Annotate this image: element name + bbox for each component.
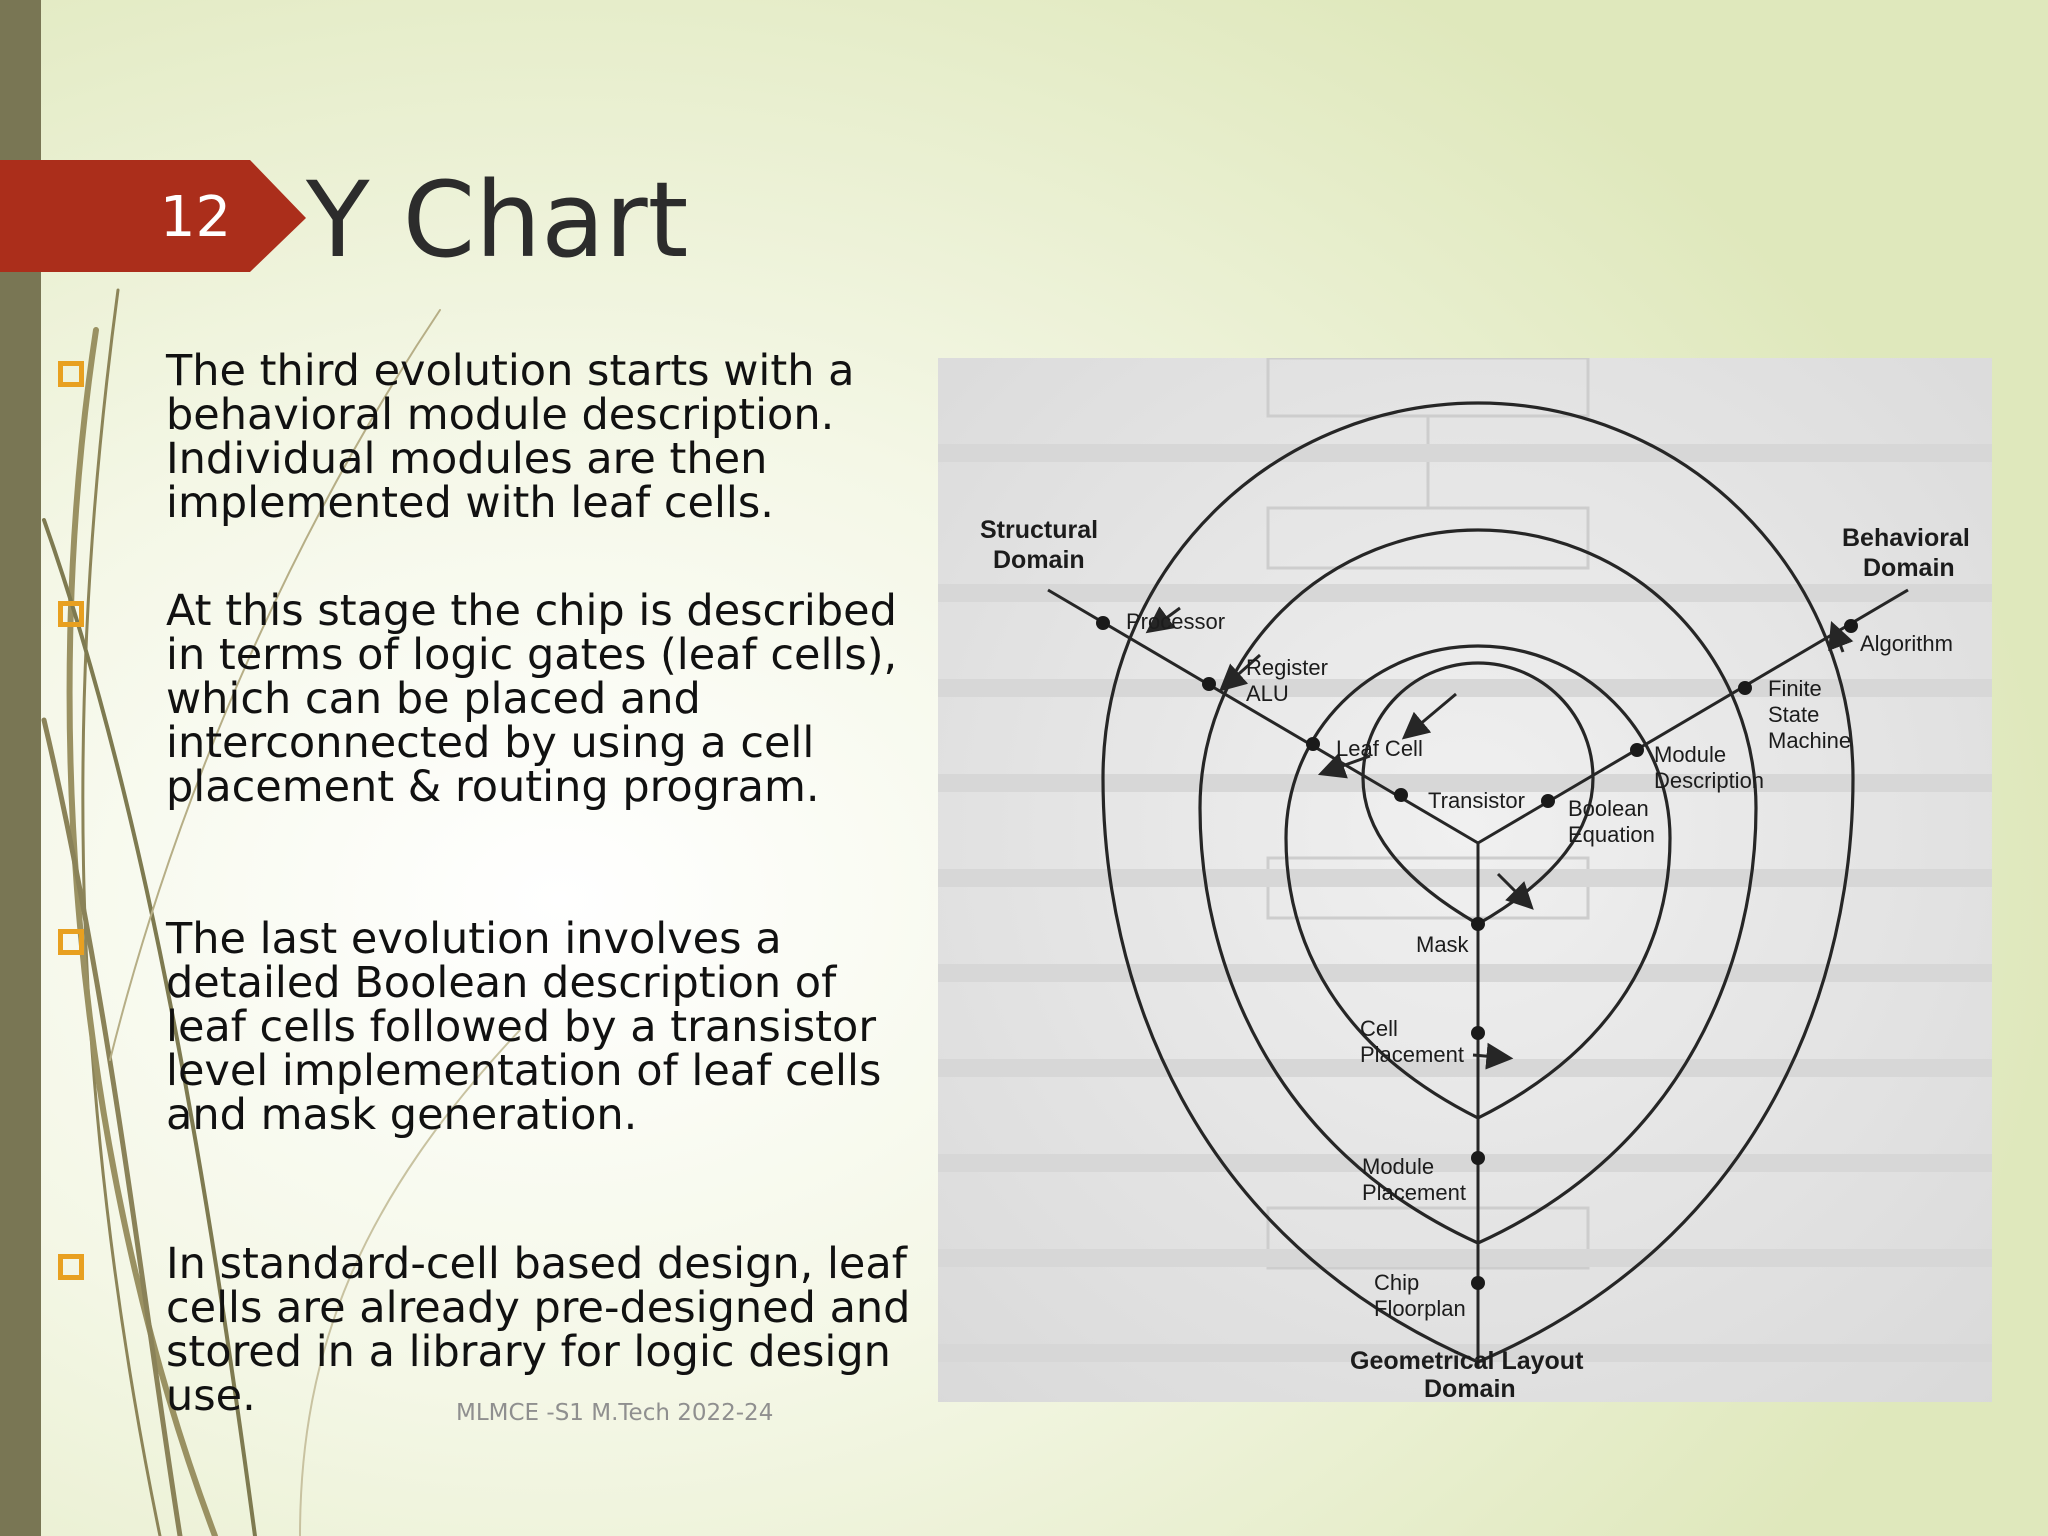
bullet-text-2: At this stage the chip is described in terms of logic gates (leaf cells), which can be placed and interconnected by using a cell placement & routing program. — [166, 586, 898, 812]
bullet-marker-1 — [58, 361, 84, 387]
node-label-boolean-equation: Boolean Equation — [1568, 796, 1655, 847]
y-chart-figure — [938, 358, 1992, 1402]
node-label-transistor: Transistor — [1428, 788, 1525, 813]
slide-number: 12 — [159, 185, 232, 250]
node-label-chip-floorplan: Chip Floorplan — [1374, 1270, 1466, 1321]
node-label-cell-placement: Cell Placement — [1360, 1016, 1464, 1067]
bullet-marker-3 — [58, 929, 84, 955]
node-label-fsm: Finite State Machine — [1768, 676, 1852, 753]
structural-domain-label: Structural Domain — [980, 516, 1099, 574]
node-label-processor: Processor — [1126, 609, 1226, 634]
node-label-mask: Mask — [1416, 932, 1469, 957]
bullet-text-1: The third evolution starts with a behavioral module description. Individual modules are then implemented with leaf cells. — [166, 346, 855, 528]
bullet-text-3: The last evolution involves a detailed Boolean description of leaf cells followed by a transistor level implementation of leaf cells and mask generation. — [166, 914, 882, 1140]
node-label-module-placement: Module Placement — [1362, 1154, 1466, 1205]
node-label-module-description: Module Description — [1654, 742, 1765, 793]
footer-text: MLMCE -S1 M.Tech 2022-24 — [456, 1400, 774, 1426]
behavioral-domain-label: Behavioral Domain — [1842, 524, 1970, 582]
bullet-marker-4 — [58, 1254, 84, 1280]
slide-title: Y Chart — [306, 159, 689, 281]
node-label-leaf-cell: Leaf Cell — [1336, 736, 1423, 761]
geometrical-domain-label: Geometrical Layout Domain — [1350, 1347, 1584, 1402]
node-label-register-alu: Register ALU — [1246, 655, 1328, 706]
bullet-marker-2 — [58, 601, 84, 627]
bullet-text-4: In standard-cell based design, leaf cells are already pre-designed and stored in a library for logic design use. — [166, 1239, 911, 1421]
node-label-algorithm: Algorithm — [1860, 631, 1953, 656]
